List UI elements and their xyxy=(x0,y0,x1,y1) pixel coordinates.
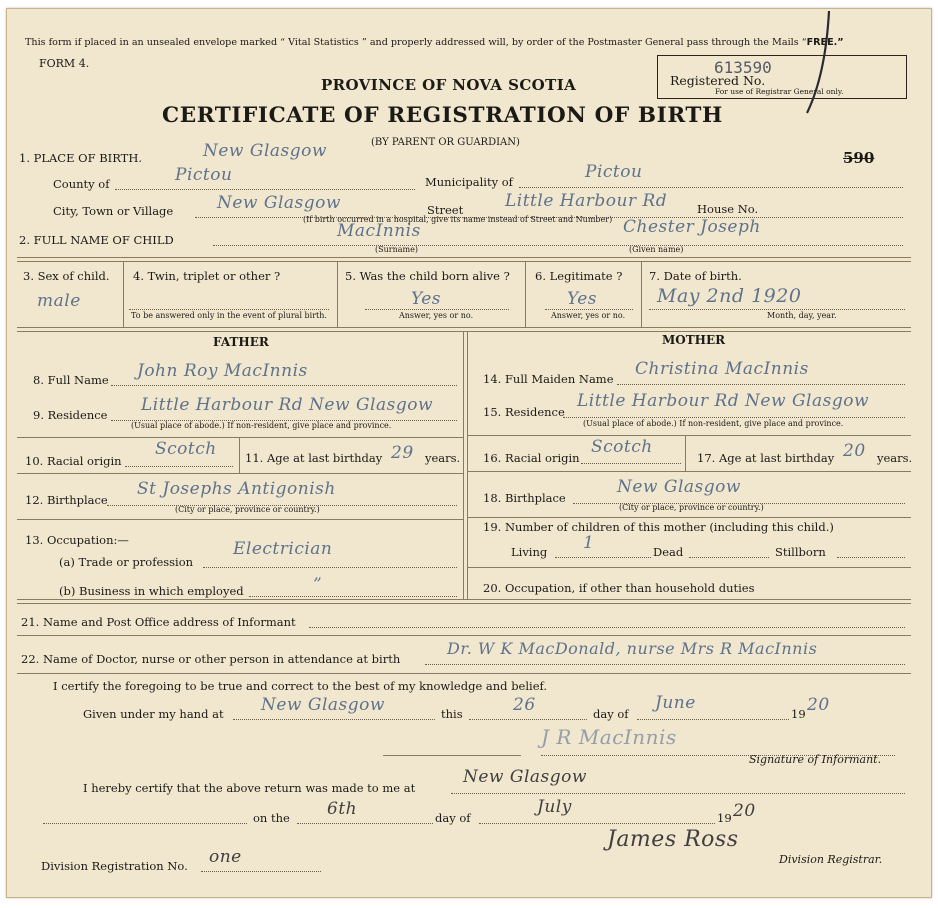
doctor-value: Dr. W K MacDonald, nurse Mrs R MacInnis xyxy=(447,639,818,658)
row3-divider-2 xyxy=(337,261,338,327)
born-alive-line xyxy=(365,309,509,310)
registrar-statement: I hereby certify that the above return was made to me at xyxy=(83,781,416,795)
municipality-value: Pictou xyxy=(585,162,643,182)
father-racial-label: 10. Racial origin xyxy=(25,454,122,468)
mother-racial-line xyxy=(581,463,681,464)
child-given-value: Chester Joseph xyxy=(623,217,761,237)
mother-name-value: Christina MacInnis xyxy=(635,359,809,379)
informant-label: 21. Name and Post Office address of Informant xyxy=(21,615,296,629)
street-value: Little Harbour Rd xyxy=(505,191,668,211)
given-name-caption: (Given name) xyxy=(629,245,684,254)
father-age-label: 11. Age at last birthday xyxy=(245,451,383,465)
born-alive-value: Yes xyxy=(411,289,442,309)
parents-divider-b xyxy=(467,331,468,599)
mother-birthplace-note: (City or place, province or country.) xyxy=(619,503,764,512)
twin-line xyxy=(129,309,329,310)
mother-residence-line xyxy=(563,417,905,418)
child-name-line xyxy=(213,245,903,246)
given-year-suffix: 20 xyxy=(807,695,830,715)
page-subtitle: (BY PARENT OR GUARDIAN) xyxy=(371,137,520,148)
doctor-line xyxy=(425,664,905,665)
this-label: this xyxy=(441,707,463,721)
date-of-birth-value: May 2nd 1920 xyxy=(657,285,802,307)
given-month-value: June xyxy=(655,693,696,713)
child-name-label: 2. FULL NAME OF CHILD xyxy=(19,233,174,247)
postal-notice xyxy=(25,37,844,48)
father-business-value: ” xyxy=(313,575,323,595)
twin-note: To be answered only in the event of plural birth. xyxy=(131,311,327,320)
born-alive-label: 5. Was the child born alive ? xyxy=(345,269,510,283)
legitimate-note: Answer, yes or no. xyxy=(551,311,626,320)
mother-years-label: years. xyxy=(877,451,913,465)
living-label: Living xyxy=(511,545,548,559)
dead-line xyxy=(689,557,769,558)
postal-notice-text: This form if placed in an unsealed envelope marked “ Vital Statistics ” and properly addressed will, by order of the Postmaster General pass through the Mails “ xyxy=(25,37,807,48)
division-registration-line xyxy=(201,871,321,872)
father-trade-line xyxy=(203,567,457,568)
registrar-left-line xyxy=(43,823,247,824)
place-of-birth-value: New Glasgow xyxy=(203,141,327,161)
registered-number-note: For use of Registrar General only. xyxy=(715,87,844,96)
legitimate-line xyxy=(545,309,633,310)
living-value: 1 xyxy=(583,533,595,553)
postal-notice-free: FREE.” xyxy=(806,37,844,48)
pen-stroke-mark xyxy=(797,9,837,119)
given-month-line xyxy=(637,719,789,720)
father-age-divider xyxy=(239,437,240,473)
father-years-label: years. xyxy=(425,451,461,465)
informant-signature-caption: Signature of Informant. xyxy=(749,753,882,766)
city-label: City, Town or Village xyxy=(53,204,174,218)
registrar-day-of-label: day of xyxy=(435,811,471,825)
parents-bottom-rule xyxy=(17,599,911,600)
father-business-line xyxy=(249,596,457,597)
row3-divider-1 xyxy=(123,261,124,327)
legitimate-label: 6. Legitimate ? xyxy=(535,269,623,283)
date-of-birth-line xyxy=(649,309,905,310)
father-name-value: John Roy MacInnis xyxy=(137,361,308,381)
given-place-value: New Glasgow xyxy=(261,695,385,715)
city-value: New Glasgow xyxy=(217,193,341,213)
date-of-birth-label: 7. Date of birth. xyxy=(649,269,742,283)
mother-birthplace-label: 18. Birthplace xyxy=(483,491,566,505)
father-age-value: 29 xyxy=(391,443,414,463)
given-label: Given under my hand at xyxy=(83,707,224,721)
division-registration-label: Division Registration No. xyxy=(41,859,188,873)
hospital-note: (If birth occurred in a hospital, give its name instead of Street and Number) xyxy=(303,215,613,224)
registrar-year-suffix: 20 xyxy=(733,801,756,821)
mother-racial-value: Scotch xyxy=(591,437,653,457)
street-label: Street xyxy=(427,203,464,217)
given-year-prefix: 19 xyxy=(791,707,806,721)
registered-number-label: Registered No. xyxy=(670,73,766,88)
municipality-line xyxy=(519,187,903,188)
mother-name-line xyxy=(617,384,905,385)
given-day-line xyxy=(469,719,587,720)
mother-name-label: 14. Full Maiden Name xyxy=(483,372,614,386)
house-no-label: House No. xyxy=(697,202,759,216)
county-line xyxy=(115,189,415,190)
children-count-label: 19. Number of children of this mother (including this child.) xyxy=(483,520,834,534)
sex-label: 3. Sex of child. xyxy=(23,269,110,283)
province-heading: PROVINCE OF NOVA SCOTIA xyxy=(321,76,577,94)
mother-rule-4 xyxy=(467,567,911,568)
child-surname-value: MacInnis xyxy=(337,221,421,241)
father-birthplace-note: (City or place, province or country.) xyxy=(175,505,320,514)
surname-caption: (Surname) xyxy=(375,245,418,254)
page-title: CERTIFICATE OF REGISTRATION OF BIRTH xyxy=(162,103,723,128)
legitimate-value: Yes xyxy=(567,289,598,309)
mother-residence-label: 15. Residence xyxy=(483,405,565,419)
row3-top-rule-2 xyxy=(17,261,911,262)
mother-rule-3 xyxy=(467,517,911,518)
registrar-place-value: New Glasgow xyxy=(463,767,587,787)
father-trade-value: Electrician xyxy=(233,539,333,559)
father-trade-label: (a) Trade or profession xyxy=(59,555,194,569)
informant-signature: J R MacInnis xyxy=(541,725,677,749)
county-label: County of xyxy=(53,177,110,191)
mother-birthplace-value: New Glasgow xyxy=(617,477,741,497)
division-registrar-caption: Division Registrar. xyxy=(779,853,883,866)
on-the-label: on the xyxy=(253,811,290,825)
registrar-place-line xyxy=(451,793,905,794)
registered-number-value: 613590 xyxy=(714,58,772,77)
parents-top-rule xyxy=(17,331,911,332)
father-birthplace-value: St Josephs Antigonish xyxy=(137,479,336,499)
stillborn-label: Stillborn xyxy=(775,545,826,559)
division-registration-value: one xyxy=(209,847,242,867)
father-residence-label: 9. Residence xyxy=(33,408,108,422)
certify-statement: I certify the foregoing to be true and correct to the best of my knowledge and belief. xyxy=(53,679,548,693)
mother-heading: MOTHER xyxy=(662,333,726,347)
born-alive-note: Answer, yes or no. xyxy=(399,311,474,320)
form-number: FORM 4. xyxy=(39,57,90,70)
given-place-line xyxy=(233,719,435,720)
row3-divider-3 xyxy=(525,261,526,327)
registrar-day-line xyxy=(297,823,433,824)
sex-value: male xyxy=(37,291,81,311)
father-rule-2 xyxy=(17,473,463,474)
parents-divider-a xyxy=(463,331,464,599)
father-name-line xyxy=(111,385,457,386)
informant-line xyxy=(309,627,905,628)
place-of-birth-label: 1. PLACE OF BIRTH. xyxy=(19,151,143,165)
father-residence-note: (Usual place of abode.) If non-resident, give place and province. xyxy=(131,421,392,430)
father-birthplace-label: 12. Birthplace xyxy=(25,493,108,507)
registrar-month-line xyxy=(479,823,715,824)
doctor-rule xyxy=(17,673,911,674)
doctor-label: 22. Name of Doctor, nurse or other person in attendance at birth xyxy=(21,652,401,666)
registrar-month-value: July xyxy=(537,797,572,817)
signature-short-rule xyxy=(383,755,521,756)
mother-racial-label: 16. Racial origin xyxy=(483,451,580,465)
twin-label: 4. Twin, triplet or other ? xyxy=(133,269,281,283)
registrar-day-value: 6th xyxy=(327,799,358,819)
father-rule-3 xyxy=(17,519,463,520)
given-day-value: 26 xyxy=(513,695,536,715)
father-racial-value: Scotch xyxy=(155,439,217,459)
mother-age-value: 20 xyxy=(843,441,866,461)
living-line xyxy=(555,557,651,558)
father-heading: FATHER xyxy=(213,335,269,349)
given-day-of-label: day of xyxy=(593,707,629,721)
mother-occupation-label: 20. Occupation, if other than household duties xyxy=(483,581,755,595)
mother-age-label: 17. Age at last birthday xyxy=(697,451,835,465)
row3-bottom-rule xyxy=(17,327,911,328)
row3-divider-4 xyxy=(641,261,642,327)
county-value: Pictou xyxy=(175,165,233,185)
father-business-label: (b) Business in which employed xyxy=(59,584,244,598)
father-occupation-label: 13. Occupation:— xyxy=(25,533,129,547)
mother-rule-2 xyxy=(467,471,911,472)
mother-residence-value: Little Harbour Rd New Glasgow xyxy=(577,391,869,411)
father-residence-value: Little Harbour Rd New Glasgow xyxy=(141,395,433,415)
date-of-birth-note: Month, day, year. xyxy=(767,311,837,320)
corner-number: 590 xyxy=(843,149,875,167)
mother-age-divider xyxy=(685,435,686,471)
father-name-label: 8. Full Name xyxy=(33,373,109,387)
registrar-year-prefix: 19 xyxy=(717,811,732,825)
row3-top-rule xyxy=(17,257,911,258)
birth-certificate xyxy=(6,8,932,898)
parents-bottom-rule-2 xyxy=(17,603,911,604)
registrar-signature: James Ross xyxy=(607,827,739,852)
father-rule-1 xyxy=(17,437,463,438)
informant-rule xyxy=(17,635,911,636)
mother-rule-1 xyxy=(467,435,911,436)
mother-residence-note: (Usual place of abode.) If non-resident, give place and province. xyxy=(583,419,844,428)
dead-label: Dead xyxy=(653,545,684,559)
stillborn-line xyxy=(837,557,905,558)
father-racial-line xyxy=(125,466,233,467)
municipality-label: Municipality of xyxy=(425,175,513,189)
